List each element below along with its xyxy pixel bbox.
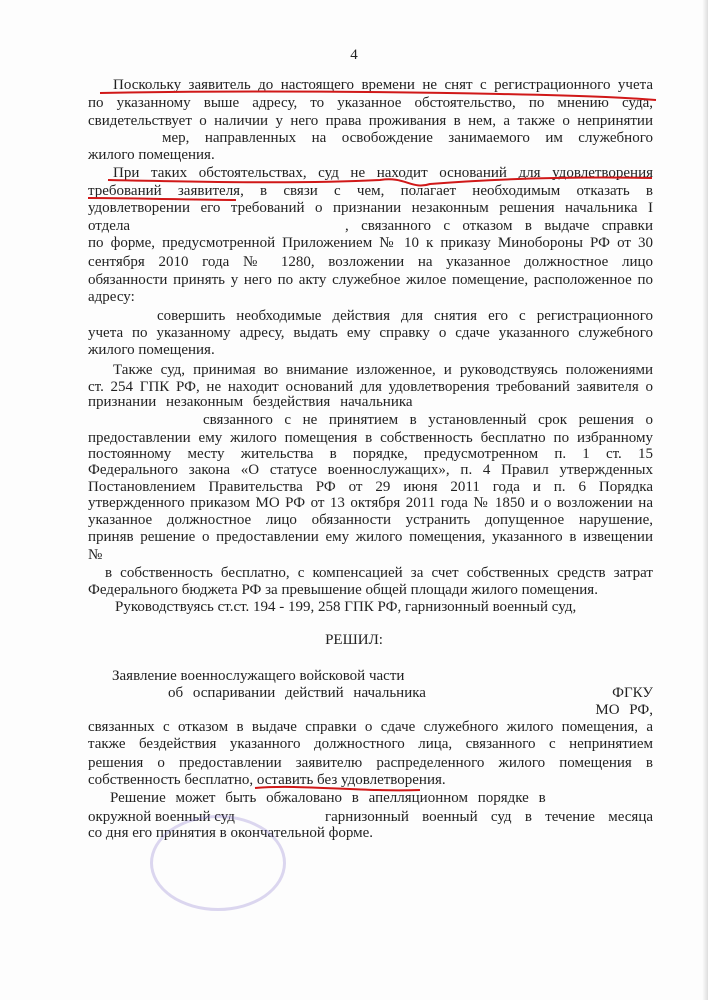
text-line: также бездействия указанного должностного лица, связанного с непринятием [88,736,653,752]
text-line: адресу: [88,289,135,305]
underlined-verdict: оставить без удовлетворения. [256,772,446,788]
text-line: Руководствуясь ст.ст. 194 - 199, 258 ГПК РФ, гарнизонный военный суд, [115,599,577,615]
text-line: в собственность бесплатно, с компенсацией за счет собственных средств затрат [105,565,653,581]
text-line: решения о предоставлении заявителю распределенного жилого помещения в [88,755,653,771]
text-line: удовлетворении его требований о признании незаконным решения начальника I [88,200,653,216]
text-line: Решение может быть обжаловано в апелляционном порядке в [110,790,546,806]
text-line: отдела [88,218,131,234]
text-line: , связанного с отказом в выдаче справки [345,218,653,234]
text-line: признании незаконным бездействия начальника [88,394,413,410]
text-line: указанное должностное лицо обязанности устранить допущенное нарушение, [88,512,653,528]
text-line: Также суд, принимая во внимание изложенное, и руководствуясь положениями [113,362,653,378]
text-line: жилого помещения. [88,342,215,358]
text-line: связанного с не принятием в установленный срок решения о [203,412,653,428]
text-line: гарнизонный военный суд в течение месяца [325,809,653,825]
text-line: по форме, предусмотренной Приложением № 10 к приказу Минобороны РФ от 30 [88,235,653,251]
text-line: обязанности принять у него по акту служебное жилое помещение, расположенное по [88,272,653,288]
text-line: совершить необходимые действия для снятия его с регистрационного [157,308,653,324]
text-line: постоянному месту жительства в порядке, предусмотренном п. 1 ст. 15 [88,446,653,462]
text-line: Поскольку заявитель до настоящего времени не снят с регистрационного учета [113,77,653,93]
page-number: 4 [350,47,358,63]
text-line: Федерального закона «О статусе военнослужащих», п. 4 Правил утвержденных [88,462,653,478]
text-line: требований заявителя, в связи с чем, полагает необходимым отказать в [88,183,653,199]
text-line: жилого помещения. [88,147,215,163]
text-line: окружной военный суд [88,809,235,825]
text-line: учета по указанному адресу, выдать ему справку о сдаче указанного служебного [88,325,653,341]
text-line: мер, направленных на освобождение занимаемого им служебного [162,130,653,146]
text-line: Федерального бюджета РФ за превышение общей площади жилого помещения. [88,582,598,598]
text-line: № [88,547,103,563]
text-line: сентября 2010 года № 1280, возложении на указанное должностное лицо [88,254,653,270]
text-line: со дня его принятия в окончательной форме. [88,825,374,841]
text-line: ст. 254 ГПК РФ, не находит оснований для удовлетворения требований заявителя о [88,379,653,395]
text-line: утвержденного приказом МО РФ от 13 октября 2011 года № 1850 и о возложении на [88,495,653,511]
text-line: ФГКУ [612,685,653,701]
text-line: связанных с отказом в выдаче справки о сдаче служебного жилого помещения, а [88,719,653,735]
text-line: об оспаривании действий начальника [168,685,426,701]
text-segment: собственность бесплатно, [88,772,257,788]
text-line: предоставлении ему жилого помещения в собственность бесплатно по избранному [88,430,653,446]
decision-heading: РЕШИЛ: [325,632,383,648]
court-stamp [150,815,286,911]
text-line [88,771,446,789]
text-line: При таких обстоятельствах, суд не находит оснований для удовлетворения [113,165,653,181]
text-line: МО РФ, [595,702,653,718]
text-line: Заявление военнослужащего войсковой части [112,668,405,684]
scan-edge [702,0,708,1000]
text-line: свидетельствует о наличии у него права проживания в нем, а также о непринятии [88,113,653,129]
text-line: Постановлением Правительства РФ от 29 июня 2011 года и п. 6 Порядка [88,479,653,495]
text-line: приняв решение о предоставлении ему жилого помещения, указанного в извещении [88,529,653,545]
text-line: по указанному выше адресу, то указанное обстоятельство, по мнению суда, [88,95,653,111]
